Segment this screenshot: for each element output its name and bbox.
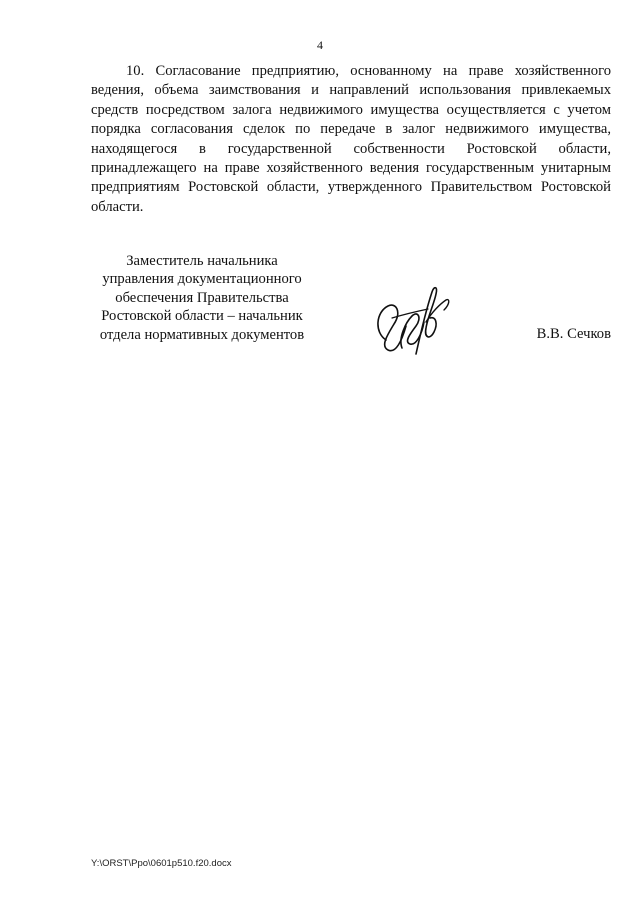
page-number: 4 [317,38,323,52]
body-paragraph: 10. Согласование предприятию, основанному на праве хозяйственного ведения, объема заимствования и направлений использования привлекаемых средств посредством залога недвижимого имущества осуществляется с учетом порядка согласования сделок по передаче в залог недвижимого имущества, находящегося в государственной собственности Ростовской области, принадлежащего на праве хозяйственного ведения государственным унитарным предприятиям Ростовской области, утвержденного Правительством Ростовской области. [91,63,611,215]
signatory-position: Заместитель начальника управления документационного обеспечения Правительства Ростовской области – начальник отдела нормативных документов [99,253,305,343]
handwritten-signature [372,282,454,360]
footer-file-path: Y:\ORST\Ppo\0601p510.f20.docx [91,858,232,869]
signature-block [91,252,611,362]
signatory-name: В.В. Сечков [536,326,611,342]
